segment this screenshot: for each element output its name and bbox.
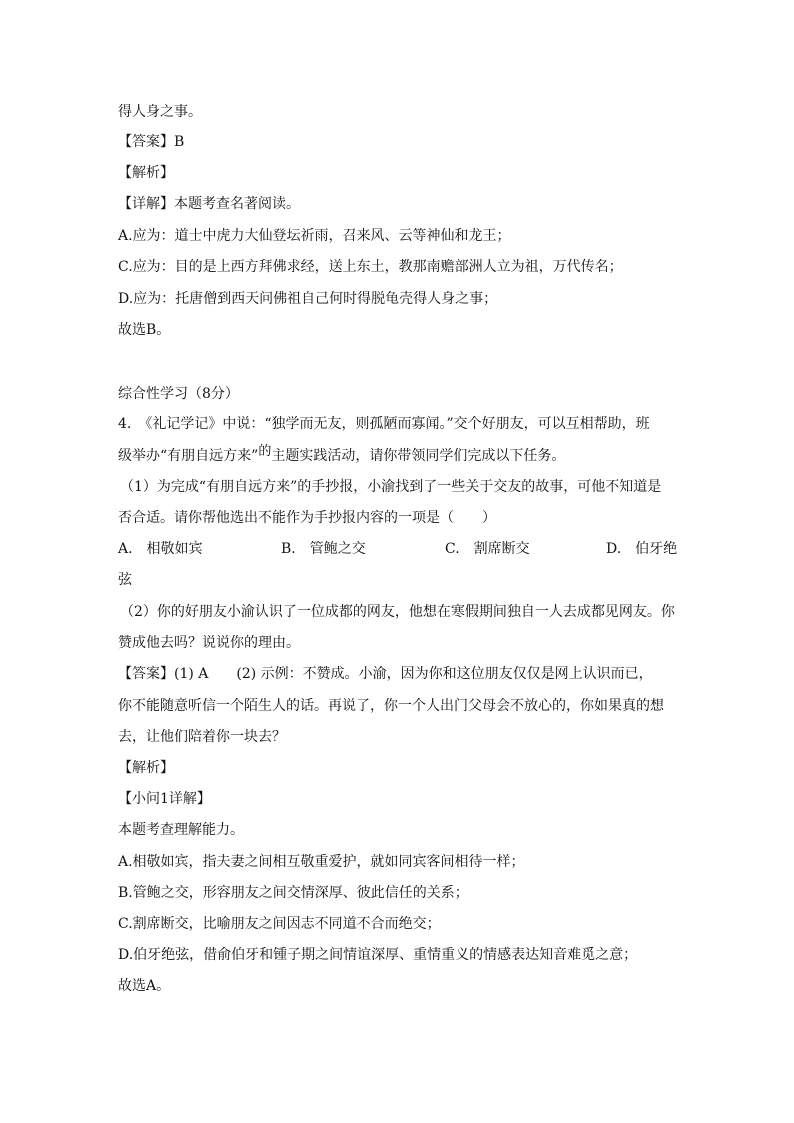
option-c: C. 割席断交 [445,541,530,557]
explanation-d: D.应为：托唐僧到西天问佛祖自己何时得脱龟壳得人身之事； [118,291,498,307]
subquestion-1-line-2: 否合适。请你帮他选出不能作为手抄报内容的一项是（ ） [118,510,496,526]
explain-d: D.伯牙绝弦，借俞伯牙和锺子期之间情谊深厚、重情重义的情感表达知音难觅之意； [118,947,638,963]
explain-c: C.割席断交，比喻朋友之间因志不同道不合而绝交； [118,916,441,932]
text-line: 得人身之事。 [118,104,202,120]
explanation-a: A.应为：道士中虎力大仙登坛祈雨，召来风、云等神仙和龙王； [118,228,511,244]
subquestion-1-line-1: （1）为完成“有朋自远方来”的手抄报，小渝找到了一些关于交友的故事，可他不知道是 [120,479,662,495]
answer-line-1: 【答案】(1) A (2) 示例：不赞成。小渝，因为你和这位朋友仅仅是网上认识而已， [118,666,653,682]
explain-a: A.相敬如宾，指夫妻之间相互敬重爱护，就如同宾客间相待一样； [118,854,525,870]
subquestion-2-line-2: 赞成他去吗？说说你的理由。 [118,635,300,651]
conclusion-2: 故选A。 [118,978,171,994]
q4-line2-part-b: 主题实践活动，请你带领同学们完成以下任务。 [271,448,566,464]
explain-b: B.管鲍之交，形容朋友之间交情深厚、彼此信任的关系； [118,885,469,901]
option-d-wrap: 弦 [118,572,132,588]
analysis-heading: 【解析】 [118,165,174,181]
subquestion-2-line-1: （2）你的好朋友小渝认识了一位成都的网友，他想在寒假期间独自一人去成都见网友。你 [120,604,675,620]
section-title: 综合性学习（8分） [118,386,239,402]
conclusion: 故选B。 [118,322,171,338]
answer-label: 【答案】B [118,134,185,150]
sub-detail-intro: 本题考查理解能力。 [118,822,244,838]
q4-line2-part-a: 级举办“有朋自远方来” [118,448,259,464]
answer-line-3: 去，让他们陪着你一块去？ [118,729,286,745]
option-b: B. 管鲍之交 [281,541,366,557]
sub-detail-heading: 【小问1详解】 [118,791,211,807]
detail-heading: 【详解】本题考查名著阅读。 [118,196,300,212]
answer-line-2: 你不能随意听信一个陌生人的话。再说了，你一个人出门父母会不放心的，你如果真的想 [118,698,664,714]
explanation-c: C.应为：目的是上西方拜佛求经，送上东土，教那南赡部洲人立为祖，万代传名； [118,259,623,275]
option-a: A. 相敬如宾 [118,541,203,557]
option-d: D. 伯牙绝 [606,541,678,557]
q4-line2-superscript: 的 [258,444,272,459]
question-4-line-1: 4. 《礼记学记》中说：“独学而无友，则孤陋而寡闻。”交个好朋友，可以互相帮助，班 [118,416,650,432]
question-4-line-2 [118,446,688,467]
analysis-heading-2: 【解析】 [118,760,174,776]
